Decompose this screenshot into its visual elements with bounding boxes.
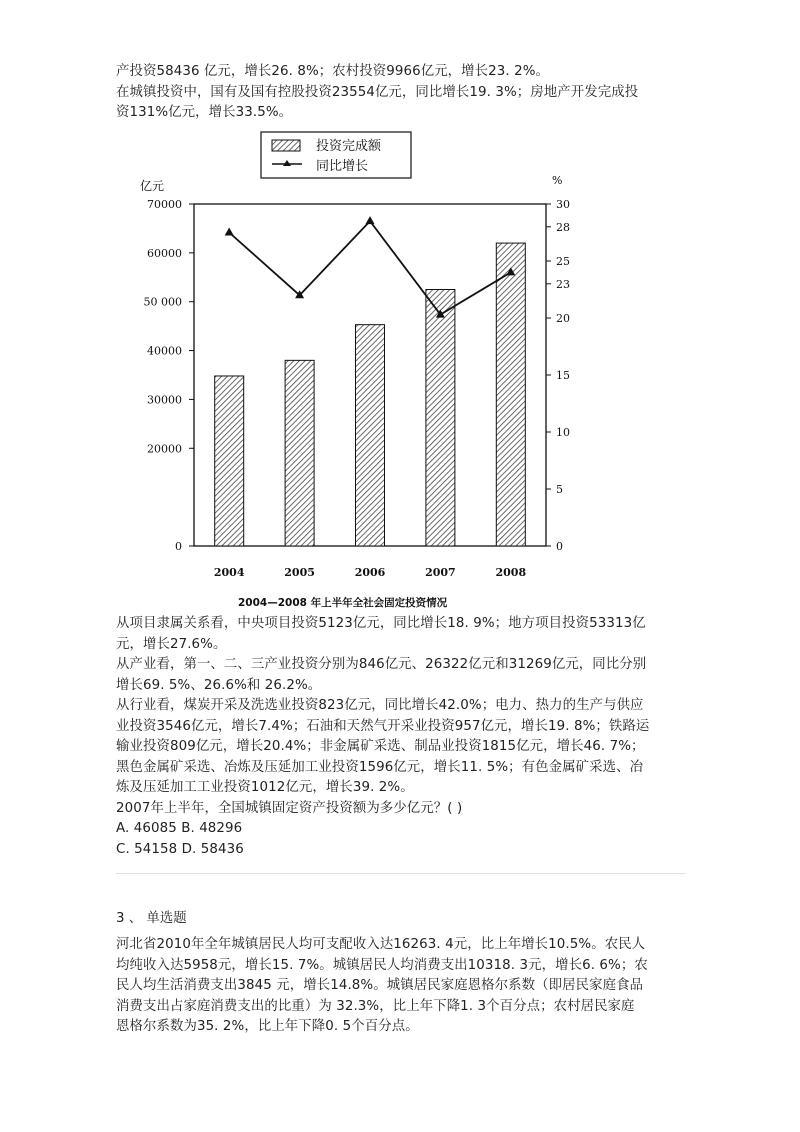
- y-left-tick-label: 40000: [147, 344, 182, 358]
- question-text: 2007年上半年，全国城镇固定资产投资额为多少亿元？( ): [116, 800, 463, 816]
- y-right-ticks: [546, 198, 570, 553]
- text-line: 河北省2010年全年城镇居民人均可支配收入达16263. 4元，比上年增长10.5%。农民人: [116, 937, 646, 952]
- question-3-paragraph: [116, 935, 696, 1038]
- y-left-tick-label: 30000: [147, 393, 182, 407]
- analysis-paragraph: [116, 614, 696, 860]
- text-line: 输业投资809亿元，增长20.4%；非金属矿采选、制品业投资1815亿元，增长46. 7%；: [116, 739, 645, 754]
- y-right-tick-label: 15: [556, 369, 570, 382]
- legend-bar-swatch: [272, 140, 300, 151]
- chart-legend: [261, 132, 411, 178]
- text-line: 在城镇投资中，国有及国有控股投资23554亿元，同比增长19. 3%；房地产开发完成投: [116, 84, 639, 100]
- text-line: 消费支出占家庭消费支出的比重）为 32.3%，比上年下降1. 3个百分点；农村居民家庭: [116, 998, 635, 1014]
- bar-2004: [215, 376, 244, 546]
- answer-options-cd: C. 54158 D. 58436: [116, 841, 244, 857]
- text-line: 元，增长27.6%。: [116, 636, 227, 652]
- y-right-tick-label: 28: [556, 220, 570, 234]
- text-line: 恩格尔系数为35. 2%，比上年下降0. 5个百分点。: [116, 1019, 419, 1034]
- investment-chart: [130, 128, 600, 612]
- growth-line-series: [225, 216, 516, 317]
- intro-paragraph: [116, 62, 696, 124]
- legend-label-line: 同比增长: [316, 159, 369, 174]
- x-tick-label-2005: 2005: [284, 566, 315, 579]
- x-tick-label-2008: 2008: [495, 566, 527, 579]
- y-right-tick-label: 25: [556, 255, 570, 268]
- text-line: 黑色金属矿采选、冶炼及压延加工业投资1596亿元，增长11. 5%；有色金属矿采选、冶: [116, 759, 644, 775]
- text-line: 从项目隶属关系看，中央项目投资5123亿元，同比增长18. 9%；地方项目投资53313亿: [116, 616, 646, 631]
- growth-point-2006: [366, 216, 375, 224]
- text-line: 增长69. 5%、26.6%和 26.2%。: [116, 677, 322, 693]
- text-line: 炼及压延加工工业投资1012亿元，增长39. 2%。: [116, 780, 414, 795]
- y-right-tick-label: 0: [556, 540, 563, 553]
- y-right-tick-label: 30: [556, 198, 570, 211]
- y-left-ticks: [144, 198, 195, 553]
- text-line: 均纯收入达5958元，增长15. 7%。城镇居民人均消费支出10318. 3元，增长6. 6%；农: [116, 957, 648, 973]
- bar-2007: [426, 290, 455, 547]
- x-tick-label-2004: 2004: [213, 566, 245, 579]
- text-line: 业投资3546亿元，增长7.4%；石油和天然气开采业投资957亿元，增长19. 8%；铁路运: [116, 718, 650, 734]
- x-tick-labels: [214, 566, 527, 579]
- answer-options-ab: A. 46085 B. 48296: [116, 821, 243, 836]
- text-line: 民人均生活消费支出3845 元，增长14.8%。城镇居民家庭恩格尔系数（即居民家庭食品: [116, 978, 644, 993]
- text-line: 从行业看，煤炭开采及洗选业投资823亿元，同比增长42.0%；电力、热力的生产与供应: [116, 698, 644, 713]
- y-right-tick-label: 10: [556, 426, 570, 439]
- legend-label-bar: 投资完成额: [316, 139, 382, 154]
- y-left-tick-label: 70000: [147, 198, 182, 211]
- x-tick-label-2007: 2007: [425, 566, 456, 579]
- y-left-tick-label: 20000: [147, 442, 182, 456]
- y-left-unit: 亿元: [140, 179, 165, 193]
- text-line: 产投资58436 亿元，增长26. 8%；农村投资9966亿元，增长23. 2%。: [116, 64, 550, 79]
- y-right-tick-label: 23: [556, 277, 570, 291]
- text-line: 从产业看，第一、二、三产业投资分别为846亿元、26322亿元和31269亿元，同比分别: [116, 657, 647, 672]
- y-left-tick-label: 50 000: [143, 295, 182, 309]
- y-right-tick-label: 20: [556, 312, 570, 325]
- y-right-unit: %: [552, 174, 563, 187]
- bar-2005: [285, 360, 314, 546]
- growth-point-2004: [225, 228, 234, 236]
- section-divider: [116, 873, 686, 874]
- bar-series: [215, 243, 526, 546]
- bar-2006: [356, 325, 385, 546]
- y-left-tick-label: 0: [175, 540, 182, 553]
- question-3-header: 3 、 单选题: [116, 911, 187, 926]
- text-line: 资131%亿元，增长33.5%。: [116, 105, 293, 120]
- y-right-tick-label: 5: [556, 483, 563, 496]
- bar-2008: [496, 243, 525, 546]
- chart-caption: 2004—2008 年上半年全社会固定投资情况: [238, 597, 448, 609]
- growth-line: [229, 221, 511, 314]
- x-tick-label-2006: 2006: [354, 566, 386, 579]
- y-left-tick-label: 60000: [147, 246, 182, 260]
